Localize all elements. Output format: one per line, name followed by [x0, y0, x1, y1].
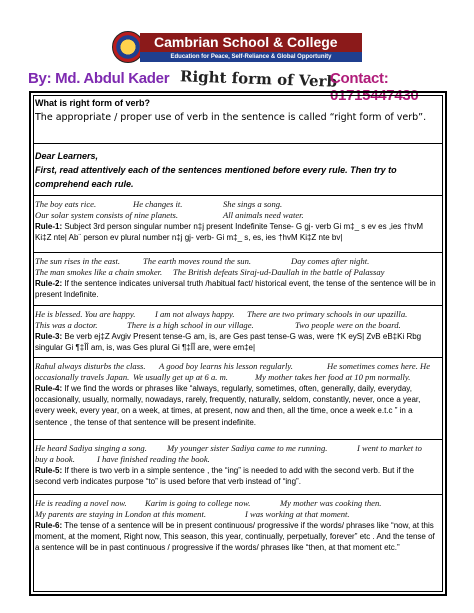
- example-line: [35, 320, 440, 331]
- rule-body: Be verb ej‡Z Avgiv Present tense-G am, is, are Ges past tense-G was, were †K eyS| ZvB eB‡Ki Rbg singular Gi ¶‡ÎÎ am, is, was Ges plural Gi ¶‡ÎÎ are, were em‡e|: [35, 332, 422, 353]
- rule4-block: [35, 361, 440, 428]
- example-sentence: He changes it.: [133, 199, 183, 209]
- rule2-block: [35, 256, 440, 300]
- example-sentence: buy a book.: [35, 454, 75, 464]
- example-sentence: Karim is going to college now.: [145, 498, 251, 508]
- rule-body: If there is two verb in a simple sentence , the “ing” is needed to add with the second verb. But if the second verb indicates purpose “to” is used before that verb instead of “ing”.: [35, 466, 414, 487]
- example-sentence: He heard Sadiya singing a song.: [35, 443, 147, 453]
- example-sentence: Our solar system consists of nine planets.: [35, 210, 178, 220]
- contact-number: Contact: 01715447430: [330, 70, 419, 104]
- instruction: First, read attentively each of the sentences mentioned before every rule. Then try to comprehend each rule.: [35, 165, 397, 189]
- rule6-block: [35, 498, 440, 554]
- school-banner: [112, 33, 362, 67]
- example-sentence: He is reading a novel now.: [35, 498, 127, 508]
- rule-body: If we find the words or phrases like “always, regularly, sometimes, often, generally, daily, everyday, occasionally, usually, normally, nowadays, rarely, frequently, naturally, seldom, constantly, never, once a year, every week, every year, on a week, at times, at present, now and then, all the time, once a week e.t.c ” in a sentence , the tense of that sentence will be present indefinite.: [35, 384, 421, 427]
- example-sentence: My younger sister Sadiya came to me running.: [167, 443, 328, 453]
- example-line: [35, 199, 440, 210]
- example-sentence: He is blessed. You are happy.: [35, 309, 136, 319]
- intro-question: What is right form of verb?: [35, 98, 151, 108]
- example-sentence: There is a high school in our village.: [127, 320, 254, 330]
- example-sentence: Day comes after night.: [291, 256, 370, 266]
- rule-label: Rule-4:: [35, 384, 63, 393]
- rule-text: [35, 278, 440, 300]
- example-sentence: There are two primary schools in our upazilla.: [247, 309, 408, 319]
- example-line: [35, 210, 440, 221]
- example-sentence: The man smokes like a chain smoker.: [35, 267, 163, 277]
- rule1-block: [35, 199, 440, 243]
- example-sentence: I went to market to: [357, 443, 422, 453]
- school-name: Cambrian School & College: [140, 33, 362, 52]
- example-sentence: The sun rises in the east.: [35, 256, 120, 266]
- rule-label: Rule-5:: [35, 466, 63, 475]
- rule-label: Rule-6:: [35, 521, 63, 530]
- rule-text: [35, 520, 440, 554]
- example-sentence: Two people were on the board.: [295, 320, 401, 330]
- example-sentence: My mother takes her food at 10 pm normally.: [255, 372, 411, 382]
- example-line: [35, 267, 440, 278]
- example-line: [35, 256, 440, 267]
- example-line: [35, 372, 440, 383]
- author-name: By: Md. Abdul Kader: [28, 70, 170, 87]
- page-title: Right form of Verb: [179, 67, 338, 91]
- example-line: [35, 443, 440, 454]
- example-line: [35, 361, 440, 372]
- rule-text: [35, 221, 440, 243]
- school-tagline: Education for Peace, Self-Reliance & Global Opportunity: [140, 52, 362, 62]
- example-sentence: I have finished reading the book.: [97, 454, 210, 464]
- rule5-block: [35, 443, 440, 487]
- dear-block: [35, 149, 440, 191]
- rule-body: If the sentence indicates universal truth /habitual fact/ historical event, the tense of the sentence will be in present Indefinite.: [35, 279, 436, 300]
- greeting: Dear Learners,: [35, 151, 99, 161]
- example-sentence: A good boy learns his lesson regularly.: [159, 361, 293, 371]
- example-line: [35, 509, 440, 520]
- example-sentence: All animals need water.: [223, 210, 304, 220]
- example-sentence: The boy eats rice.: [35, 199, 97, 209]
- example-sentence: This was a doctor.: [35, 320, 98, 330]
- rule-label: Rule-1:: [35, 222, 63, 231]
- rule3-block: [35, 309, 440, 353]
- rule-body: Subject 3rd person singular number n‡j present Indefinite Tense- G gj- verb Gi m‡_ s ev es ,ies †hvM Ki‡Z nte| Ab¨ person ev plural number n‡j gj- verb- Gi m‡_ s, es, ies †hvM Ki‡Z nte bv|: [35, 222, 424, 243]
- rule-text: [35, 331, 440, 353]
- example-sentence: My mother was cooking then.: [280, 498, 382, 508]
- rule-text: [35, 383, 440, 428]
- example-sentence: The earth moves round the sun.: [143, 256, 252, 266]
- intro-answer: The appropriate / proper use of verb in the sentence is called “right form of verb”.: [35, 112, 427, 123]
- example-sentence: I was working at that moment.: [245, 509, 350, 519]
- example-sentence: occasionally travels Japan.: [35, 372, 130, 382]
- example-sentence: She sings a song.: [223, 199, 283, 209]
- rule-label: Rule-2:: [35, 279, 63, 288]
- example-sentence: My parents are staying in London at this moment.: [35, 509, 206, 519]
- example-sentence: The British defeats Siraj-ud-Daullah in the battle of Palassay: [173, 267, 385, 277]
- example-sentence: We usually get up at 6 a. m.: [133, 372, 228, 382]
- example-sentence: I am not always happy.: [155, 309, 235, 319]
- example-line: [35, 309, 440, 320]
- example-sentence: He sometimes comes here. He: [327, 361, 431, 371]
- rule-text: [35, 465, 440, 487]
- rule-body: The tense of a sentence will be in present continuous/ progressive if the words/ phrases like “now, at this moment, at the moment, Right now, This season, this year, continually, perpetually, forever” etc . And the tense of a sentence will be in past continuous / progressive if the words/ phrases like “then, at that moment etc.”: [35, 521, 435, 553]
- rule-label: Rule-3:: [35, 332, 63, 341]
- example-line: [35, 498, 440, 509]
- example-line: [35, 454, 440, 465]
- example-sentence: Rahul always disturbs the class.: [35, 361, 146, 371]
